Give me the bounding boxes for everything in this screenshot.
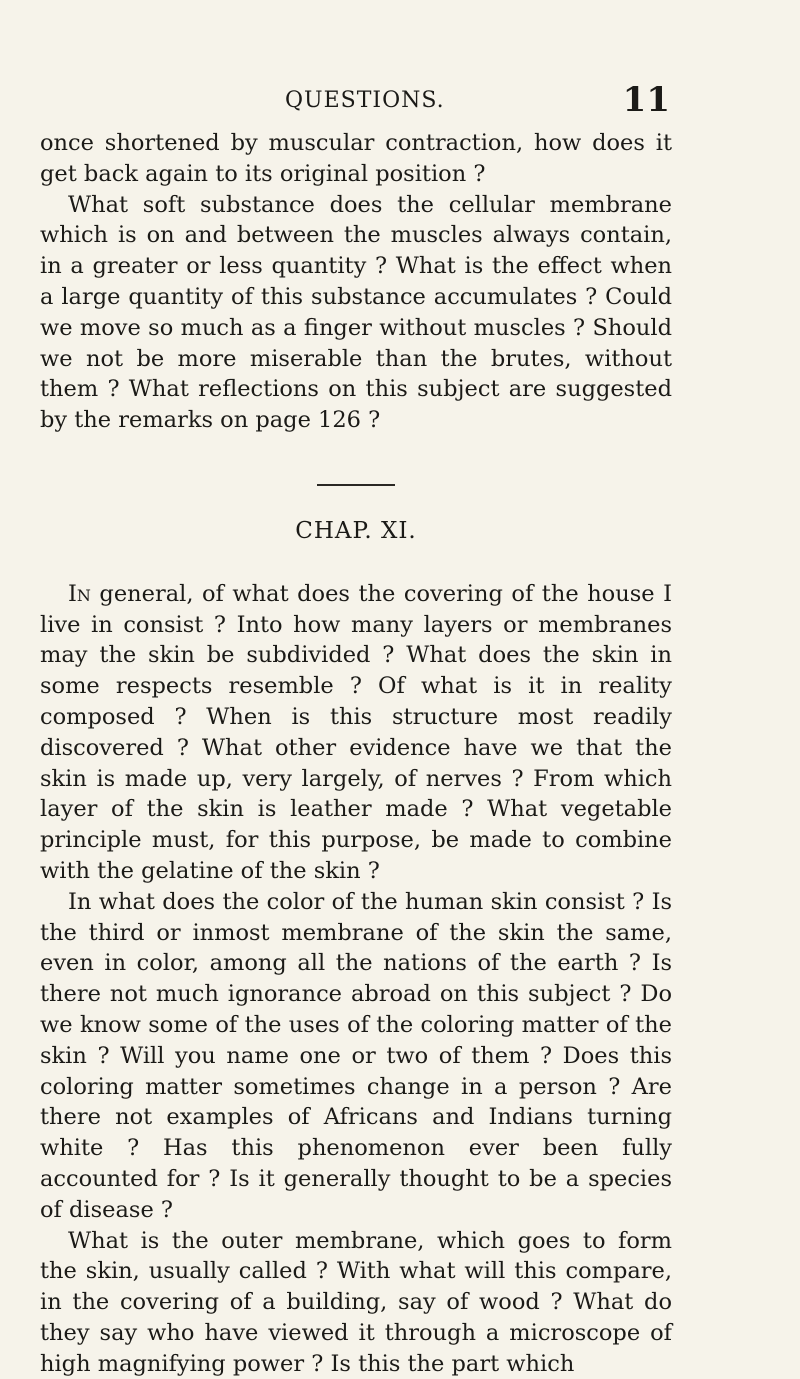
paragraph-continued: once shortened by muscular contraction, how does it get back again to its original position ? [40, 128, 672, 190]
paragraph: What soft substance does the cellular membrane which is on and between the muscles always contain, in a greater or less quantity ? What is the effect when a large quantity of this substance accumulates ? Could we move so much as a finger without muscles ? Should we not be more miserable than the brutes, without them ? What reflections on this subject are suggested by the remarks on page 126 ? [40, 190, 672, 436]
section-divider [317, 484, 395, 486]
paragraph [40, 579, 672, 887]
paragraph-text: general, of what does the covering of the house I live in consist ? Into how many layers or membranes may the skin be subdivided ? What does the skin in some respects resemble ? Of what is it in reality composed ? When is this structure most readily discovered ? What other evidence have we that the skin is made up, very largely, of nerves ? From which layer of the skin is leather made ? What vegetable principle must, for this purpose, be made to combine with the gelatine of the skin ? [40, 581, 672, 884]
chapter-title: CHAP. XI. [40, 516, 672, 547]
running-title: QUESTIONS. [285, 88, 445, 113]
opening-word: In [68, 581, 91, 607]
paragraph: In what does the color of the human skin consist ? Is the third or inmost membrane of the skin the same, even in color, among all the nations of the earth ? Is there not much ignorance abroad on this subject ? Do we know some of the uses of the coloring matter of the skin ? Will you name one or two of them ? Does this coloring matter sometimes change in a person ? Are there not examples of Africans and Indians turning white ? Has this phenomenon ever been fully accounted for ? Is it generally thought to be a species of disease ? [40, 887, 672, 1226]
running-head [40, 82, 670, 116]
body-text [40, 128, 672, 1379]
paragraph: What is the outer membrane, which goes to form the skin, usually called ? With what will this compare, in the covering of a building, say of wood ? What do they say who have viewed it through a microscope of high magnifying power ? Is this the part which [40, 1226, 672, 1379]
page-number: 11 [623, 80, 670, 120]
